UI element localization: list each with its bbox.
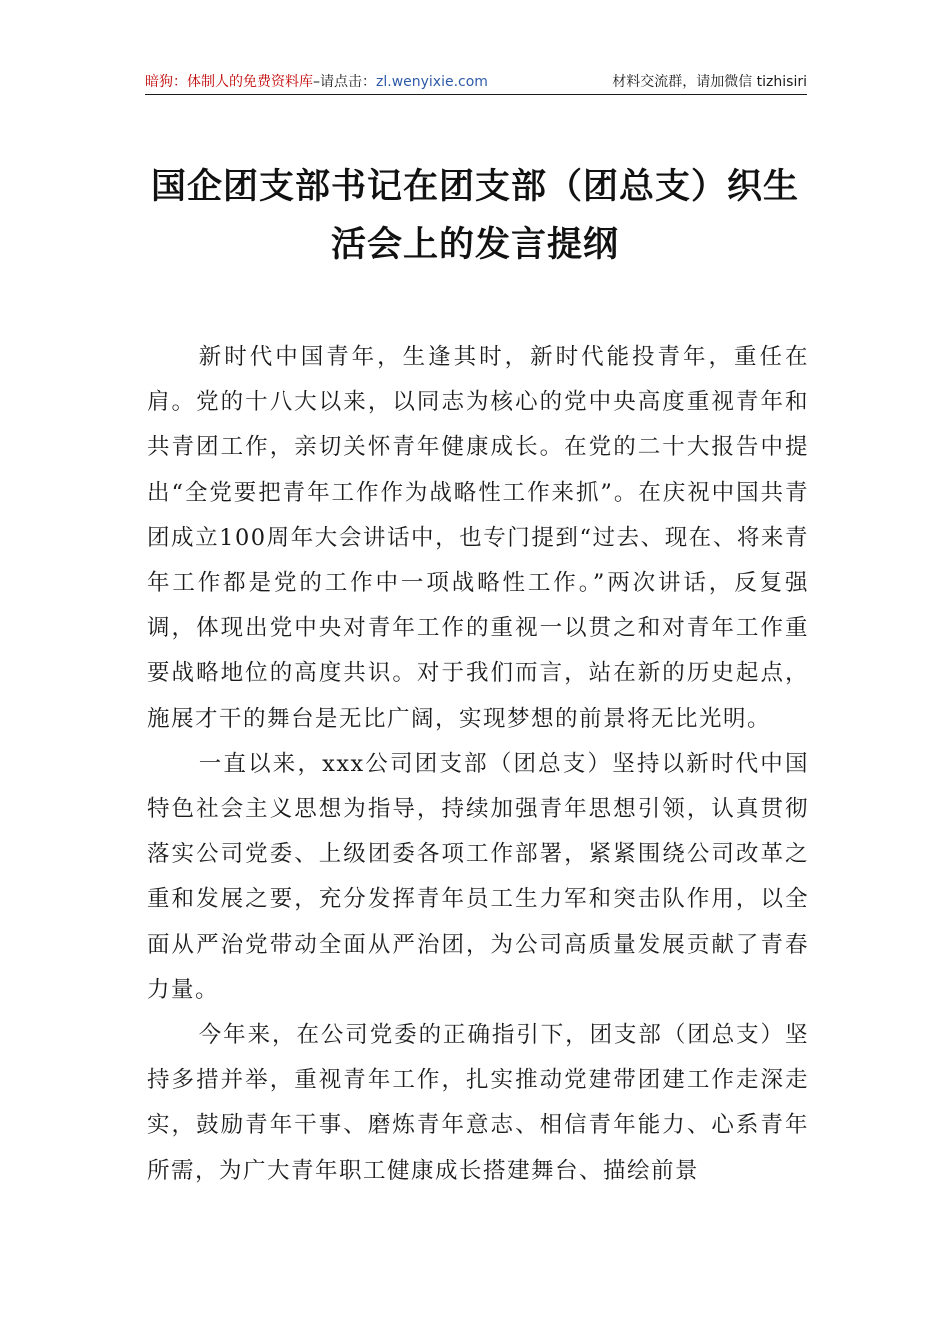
document-title bbox=[120, 158, 830, 274]
page-header bbox=[145, 70, 807, 94]
document-body bbox=[147, 335, 809, 1194]
header-divider bbox=[145, 94, 807, 95]
header-prompt-text: –请点击： bbox=[313, 74, 376, 90]
header-contact-text: 材料交流群，请加微信 tizhisiri bbox=[612, 74, 807, 90]
body-paragraph-2: 一直以来，xxx公司团支部（团总支）坚持以新时代中国特色社会主义思想为指导，持续加强青年思想引领，认真贯彻落实公司党委、上级团委各项工作部署，紧紧围绕公司改革之重和发展之要，充分发挥青年员工生力军和突击队作用，以全面从严治党带动全面从严治团，为公司高质量发展贡献了青春力量。 bbox=[147, 750, 809, 1003]
title-line-1: 国企团支部书记在团支部（团总支）织生 bbox=[150, 167, 799, 207]
body-paragraph-3: 今年来，在公司党委的正确指引下，团支部（团总支）坚持多措并举，重视青年工作，扎实推动党建带团建工作走深走实，鼓励青年干事、磨炼青年意志、相信青年能力、心系青年所需，为广大青年职工健康成长搭建舞台、描绘前景 bbox=[147, 1022, 809, 1184]
title-line-2: 活会上的发言提纲 bbox=[330, 225, 619, 265]
header-url-link[interactable]: zl.wenyixie.com bbox=[376, 74, 488, 90]
body-paragraph-1: 新时代中国青年，生逢其时，新时代能投青年，重任在肩。党的十八大以来，以同志为核心的党中央高度重视青年和共青团工作，亲切关怀青年健康成长。在党的二十大报告中提出“全党要把青年工作作为战略性工作来抓”。在庆祝中国共青团成立100周年大会讲话中，也专门提到“过去、现在、将来青年工作都是党的工作中一项战略性工作。”两次讲话，反复强调，体现出党中央对青年工作的重视一以贯之和对青年工作重要战略地位的高度共识。对于我们而言，站在新的历史起点，施展才干的舞台是无比广阔，实现梦想的前景将无比光明。 bbox=[147, 344, 809, 732]
header-left-group bbox=[145, 70, 488, 94]
header-promo-text: 暗狗：体制人的免费资料库 bbox=[145, 74, 313, 90]
